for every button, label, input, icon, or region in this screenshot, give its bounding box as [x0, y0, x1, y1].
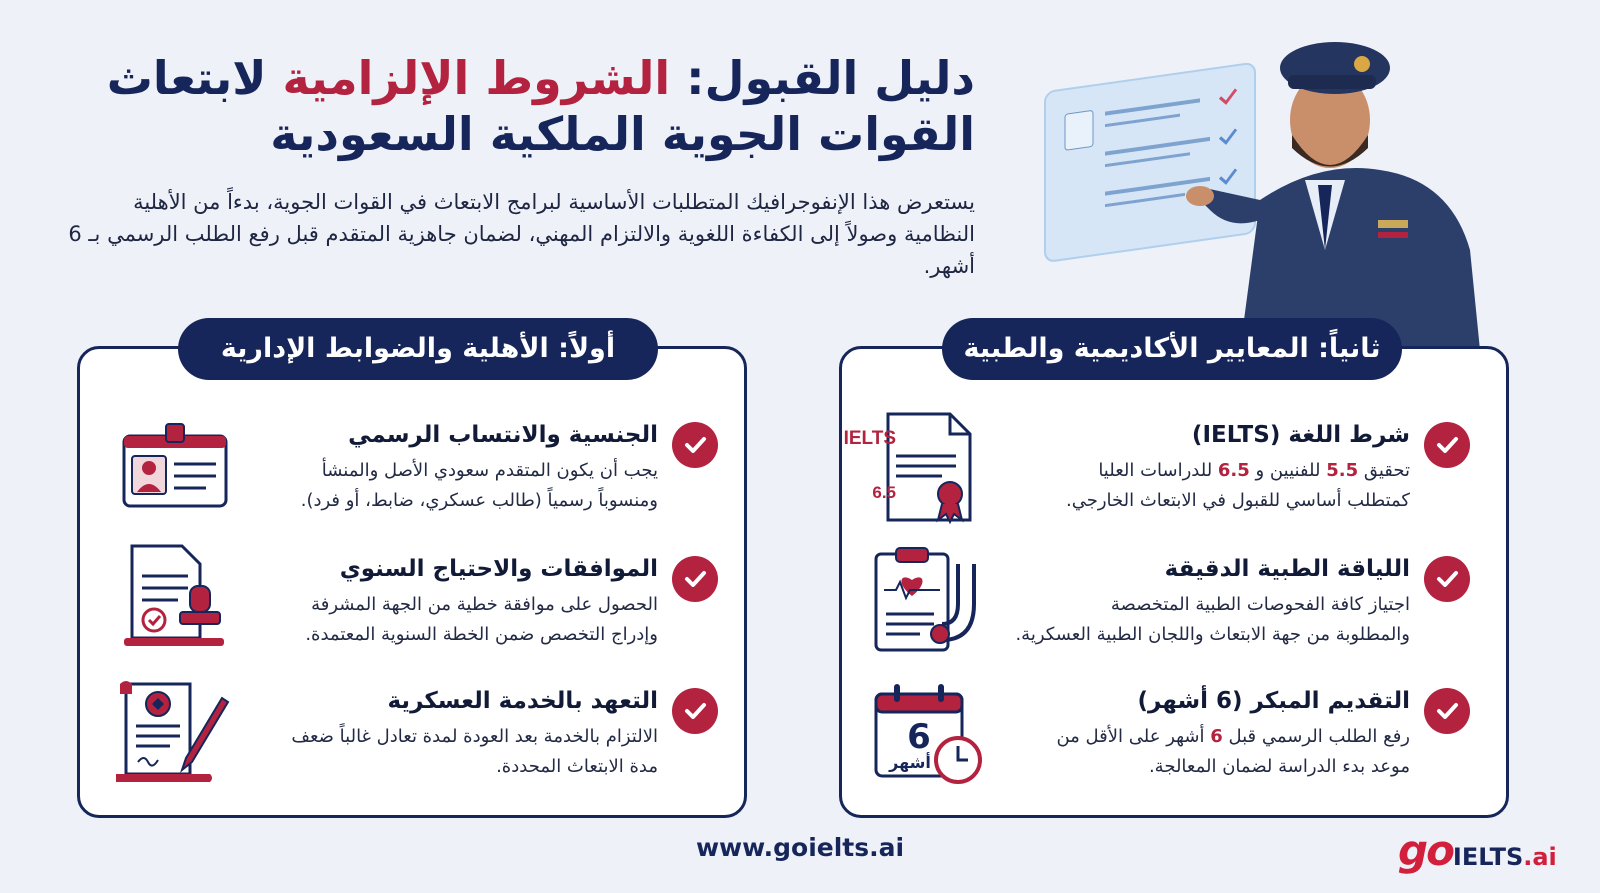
ielts-certificate-icon [843, 410, 977, 529]
service-commitment-item [100, 684, 730, 794]
svg-text:6.5: 6.5 [872, 483, 896, 502]
website-url[interactable]: www.goielts.ai [695, 833, 905, 862]
nationality-heading: الجنسية والانتساب الرسمي [348, 422, 658, 448]
medical-description: اجتياز كافة الفحوصات الطبية المتخصصة والمطلوبة من جهة الابتعاث واللجان الطبية العسكرية. [1015, 594, 1410, 645]
medical-heading: اللياقة الطبية الدقيقة [1164, 556, 1410, 582]
eligibility-section-title: أولاً: الأهلية والضوابط الإدارية [178, 318, 658, 380]
check-icon [1424, 688, 1470, 734]
early-application-heading: التقديم المبكر (6 أشهر) [1137, 688, 1410, 714]
intro-text: يستعرض هذا الإنفوجرافيك المتطلبات الأساسية لبرامج الابتعاث في القوات الجوية، بدءاً من الأهلية النظامية وصولاً إلى الكفاءة اللغوية والالتزام المهني، لضمان جاهزية المتقدم قبل رفع الطلب الرسمي بـ 6 أشهر. [68, 190, 975, 278]
early-application-item [860, 684, 1490, 794]
check-icon [1424, 556, 1470, 602]
approvals-description: الحصول على موافقة خطية من الجهة المشرفة وإدراج التخصص ضمن الخطة السنوية المعتمدة. [305, 594, 658, 645]
calendar-clock-icon [870, 680, 985, 794]
medical-fitness-item [860, 552, 1490, 662]
title-highlight: الشروط الإلزامية [282, 51, 671, 105]
page-title [75, 50, 975, 162]
title-line-2: القوات الجوية الملكية السعودية [270, 107, 975, 161]
check-icon [672, 556, 718, 602]
title-line-1: دليل القبول: الشروط الإلزامية لابتعاث [106, 51, 975, 105]
medical-clipboard-stethoscope-icon [870, 544, 985, 663]
signed-scroll-pen-icon [110, 678, 230, 794]
approvals-heading: الموافقات والاحتياج السنوي [339, 556, 658, 582]
approvals-item [100, 552, 730, 662]
svg-text:6: 6 [907, 717, 931, 757]
academic-medical-section-title: ثانياً: المعايير الأكاديمية والطبية [942, 318, 1402, 380]
check-icon [672, 688, 718, 734]
id-card-icon [118, 422, 233, 516]
check-icon [672, 422, 718, 468]
nationality-item [100, 418, 730, 528]
svg-text:أشهر: أشهر [889, 753, 931, 772]
ielts-requirement-item [843, 418, 1490, 528]
stamped-document-icon [118, 542, 233, 658]
early-application-description: رفع الطلب الرسمي قبل 6 أشهر على الأقل من موعد بدء الدراسة لضمان المعالجة. [1056, 726, 1410, 777]
service-commitment-heading: التعهد بالخدمة العسكرية [387, 688, 658, 714]
officer-illustration [1060, 20, 1490, 350]
svg-text:IELTS: IELTS [843, 428, 896, 449]
officer-with-tablet-icon [1060, 20, 1490, 350]
goielts-logo: go IELTS .ai [1398, 826, 1557, 875]
check-icon [1424, 422, 1470, 468]
nationality-description: يجب أن يكون المتقدم سعودي الأصل والمنشأ ومنسوباً رسمياً (طالب عسكري، ضابط، أو فرد). [300, 460, 658, 511]
ielts-heading: شرط اللغة (IELTS) [1191, 422, 1410, 448]
service-commitment-description: الالتزام بالخدمة بعد العودة لمدة تعادل غالباً ضعف مدة الابتعاث المحددة. [291, 726, 658, 777]
ielts-description: تحقيق 5.5 للفنيين و 6.5 للدراسات العليا كمتطلب أساسي للقبول في الابتعاث الخارجي. [1066, 460, 1410, 511]
